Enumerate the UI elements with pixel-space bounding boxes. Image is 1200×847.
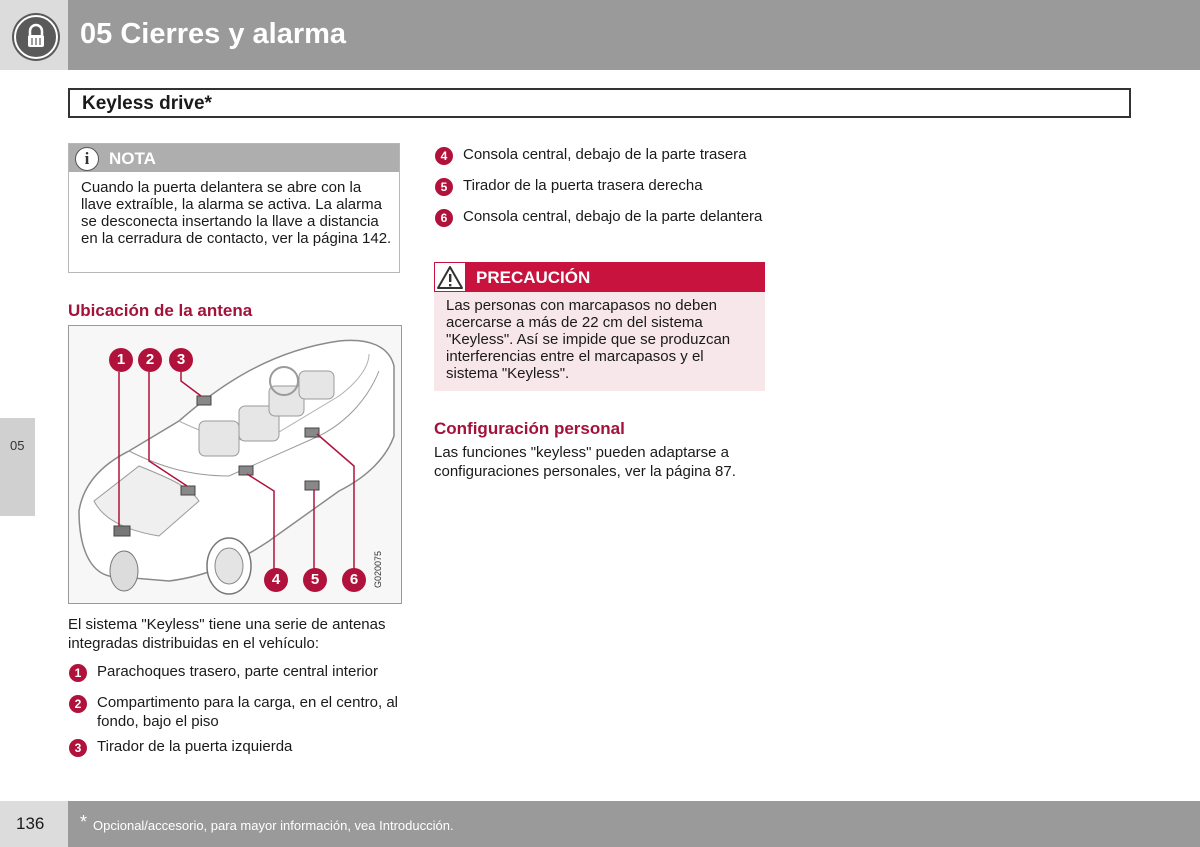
note-header xyxy=(69,144,399,172)
antenna-6-box xyxy=(305,428,319,437)
warning-header xyxy=(434,262,765,292)
list-item-2: Compartimento para la carga, en el centro, al fondo, bajo el piso xyxy=(97,694,398,730)
info-icon: i xyxy=(75,147,99,171)
figure-marker-2: 2 xyxy=(138,348,162,372)
figure-marker-5: 5 xyxy=(303,568,327,592)
note-box xyxy=(68,143,400,273)
list-number-2: 2 xyxy=(69,695,87,713)
list-item-6: Consola central, debajo de la parte delantera xyxy=(463,208,763,225)
list-item-5: Tirador de la puerta trasera derecha xyxy=(463,177,703,194)
footnote-text: Opcional/accesorio, para mayor información, vea Introducción. xyxy=(93,818,454,833)
figure-code: G020075 xyxy=(373,550,383,588)
note-text: Cuando la puerta delantera se abre con la llave extraíble, la alarma se activa. La alarma se desconecta insertando la llave a distancia en la cerradura de contacto, ver la página 142. xyxy=(81,179,392,247)
chapter-side-tab xyxy=(0,418,35,516)
figure-marker-6: 6 xyxy=(342,568,366,592)
antenna-1-box xyxy=(114,526,130,536)
personal-config-heading: Configuración personal xyxy=(434,419,625,438)
footnote-mark: * xyxy=(80,812,88,832)
warning-box xyxy=(434,262,765,391)
list-number-6: 6 xyxy=(435,209,453,227)
side-tab-label: 05 xyxy=(10,438,25,453)
lock-icon xyxy=(14,15,58,59)
chapter-title: 05 Cierres y alarma xyxy=(80,18,347,50)
warning-label: PRECAUCIÓN xyxy=(476,268,591,287)
antenna-4-box xyxy=(239,466,253,475)
list-number-5: 5 xyxy=(435,178,453,196)
list-item-4: Consola central, debajo de la parte trasera xyxy=(463,146,747,163)
antenna-intro: El sistema "Keyless" tiene una serie de antenas integradas distribuidas en el vehículo: xyxy=(68,616,386,652)
figure-marker-4: 4 xyxy=(264,568,288,592)
section-title: Keyless drive* xyxy=(82,93,212,114)
figure-marker-3: 3 xyxy=(169,348,193,372)
antenna-5-box xyxy=(305,481,319,490)
list-number-4: 4 xyxy=(435,147,453,165)
antenna-heading: Ubicación de la antena xyxy=(68,301,253,320)
list-number-3: 3 xyxy=(69,739,87,757)
antenna-2-box xyxy=(181,486,195,495)
list-item-3: Tirador de la puerta izquierda xyxy=(97,738,293,755)
note-label: NOTA xyxy=(109,149,156,168)
list-number-1: 1 xyxy=(69,664,87,682)
warning-triangle-icon xyxy=(434,262,466,292)
section-title-box xyxy=(68,88,1131,118)
personal-config-text: Las funciones "keyless" pueden adaptarse a configuraciones personales, ver la página 87. xyxy=(434,444,736,480)
antenna-3-box xyxy=(197,396,211,405)
figure-marker-1: 1 xyxy=(109,348,133,372)
car-antenna-figure xyxy=(68,325,402,604)
header-side-panel xyxy=(0,0,68,70)
list-item-1: Parachoques trasero, parte central interior xyxy=(97,663,378,680)
page-number: 136 xyxy=(16,814,45,833)
warning-text: Las personas con marcapasos no deben acercarse a más de 22 cm del sistema "Keyless". Así se impide que se produzcan interferencias entre el marcapasos y el sistema "Keyless". xyxy=(446,297,731,382)
